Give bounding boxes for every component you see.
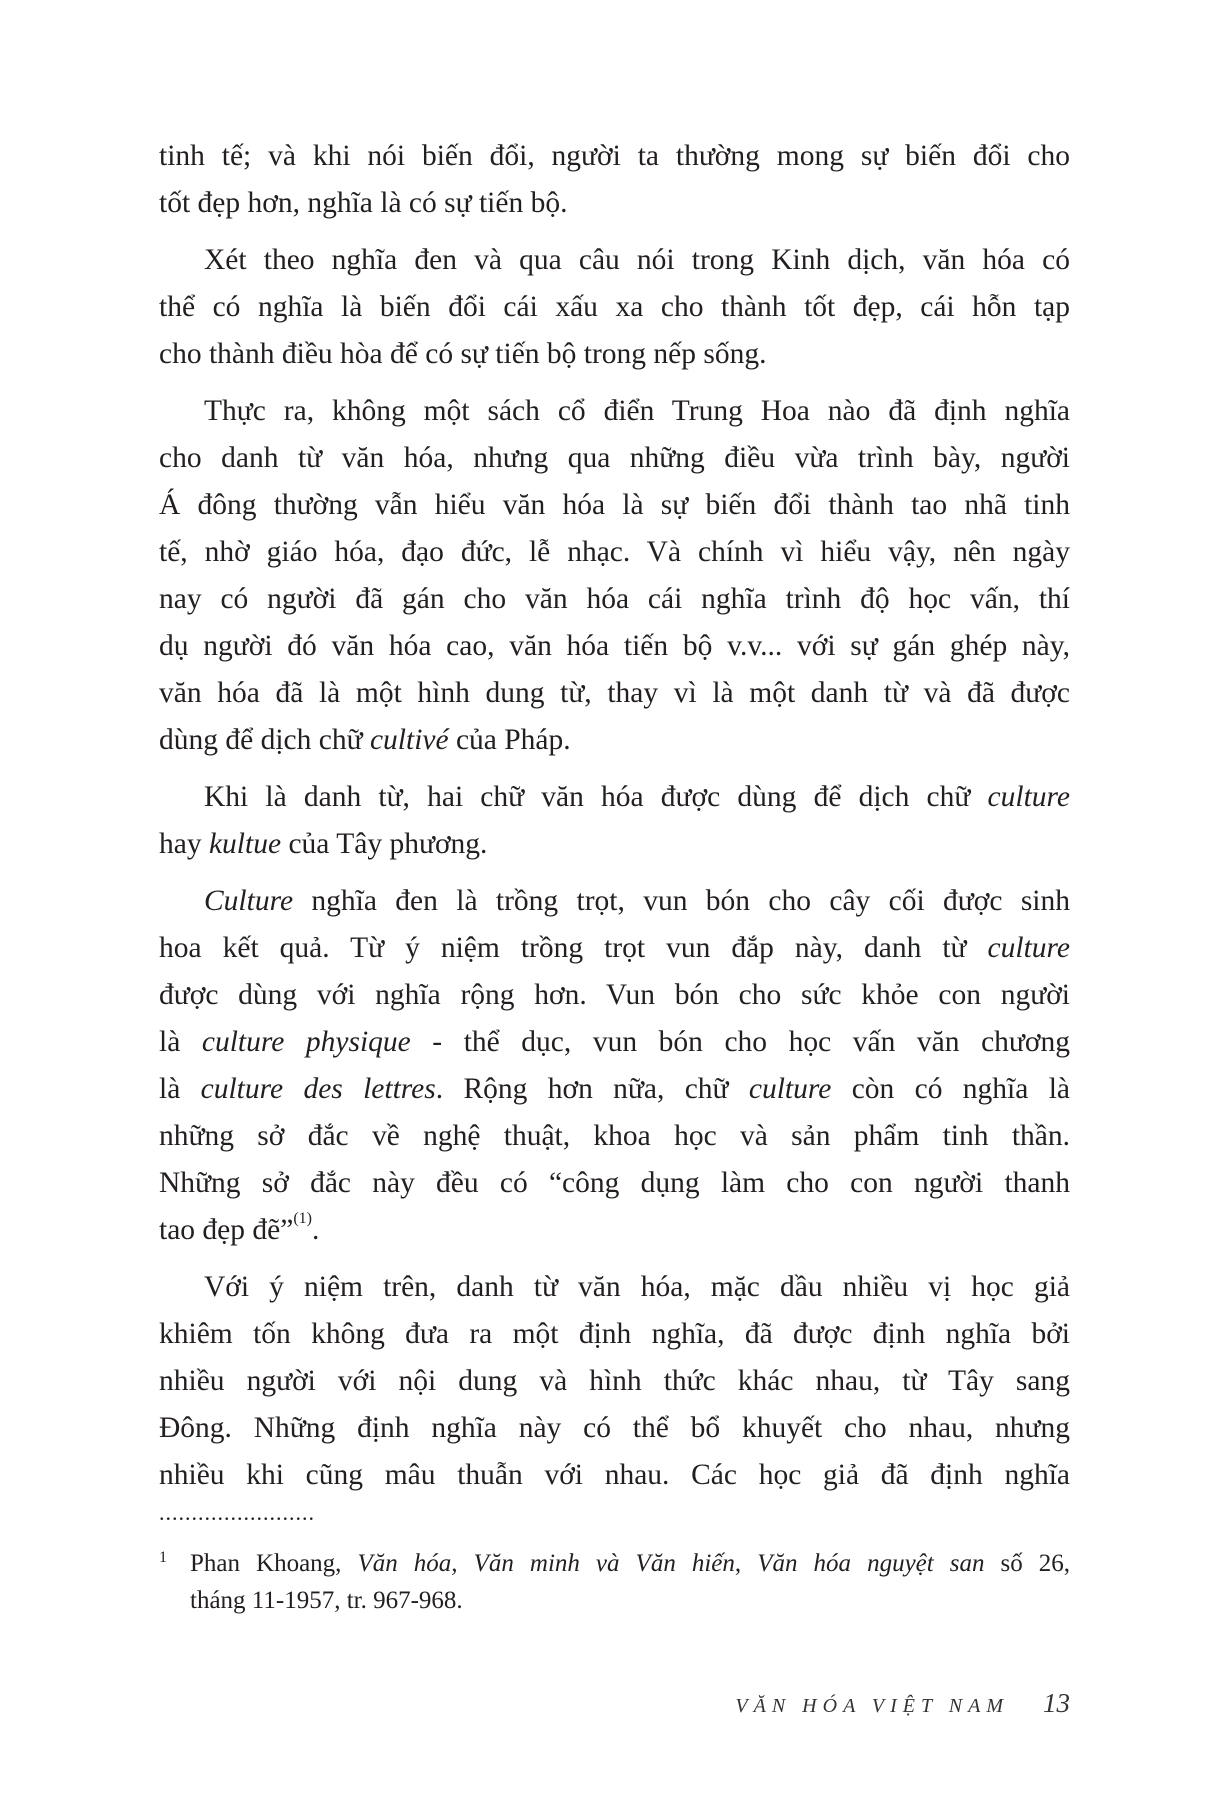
text-line bbox=[159, 237, 1070, 284]
text-run: thể có nghĩa là biến đổi cái xấu xa cho thành tốt đẹp, cái hỗn tạp bbox=[159, 291, 1070, 323]
footnote bbox=[159, 1545, 1070, 1619]
text-run: tinh tế; và khi nói biến đổi, người ta thường mong sự biến đổi cho bbox=[159, 140, 1070, 172]
text-run: Á đông thường vẫn hiểu văn hóa là sự biến đổi thành tao nhã tinh bbox=[159, 489, 1070, 521]
text-line bbox=[159, 284, 1070, 331]
paragraph bbox=[159, 388, 1070, 764]
text-line bbox=[159, 1113, 1070, 1160]
text-run: Thực ra, không một sách cổ điển Trung Hoa nào đã định nghĩa bbox=[204, 395, 1070, 427]
text-line bbox=[190, 1582, 1070, 1619]
text-run: của Tây phương. bbox=[281, 828, 488, 860]
text-line bbox=[159, 576, 1070, 623]
text-run: là bbox=[159, 1073, 201, 1105]
text-line bbox=[159, 1452, 1070, 1499]
paragraph bbox=[159, 1264, 1070, 1499]
paragraph bbox=[159, 133, 1070, 227]
text-line bbox=[159, 925, 1070, 972]
text-line bbox=[159, 388, 1070, 435]
running-footer bbox=[735, 1688, 1070, 1719]
footnote-reference: (1) bbox=[293, 1210, 312, 1227]
italic-text: Culture bbox=[204, 885, 294, 917]
text-run: cho thành điều hòa để có sự tiến bộ trong nếp sống. bbox=[159, 338, 767, 370]
paragraph bbox=[159, 878, 1070, 1254]
text-run: nhiều khi cũng mâu thuẫn với nhau. Các học giả đã định nghĩa bbox=[159, 1459, 1070, 1491]
text-line bbox=[159, 180, 1070, 227]
text-run: , bbox=[734, 1550, 758, 1577]
page-number: 13 bbox=[1043, 1688, 1070, 1718]
text-line bbox=[159, 1264, 1070, 1311]
italic-text: culture physique bbox=[201, 1026, 411, 1058]
paragraph bbox=[159, 237, 1070, 378]
italic-text: kultue bbox=[208, 828, 282, 860]
italic-text: culture bbox=[987, 932, 1070, 964]
text-run: số 26, bbox=[984, 1550, 1071, 1577]
text-run: tao đẹp đẽ” bbox=[159, 1214, 294, 1246]
text-run: Xét theo nghĩa đen và qua câu nói trong Kinh dịch, văn hóa có bbox=[204, 244, 1070, 276]
text-line bbox=[159, 482, 1070, 529]
text-line bbox=[159, 717, 1070, 764]
text-run: nay có người đã gán cho văn hóa cái nghĩa trình độ học vấn, thí bbox=[159, 583, 1070, 615]
text-run: tháng 11-1957, tr. 967-968. bbox=[190, 1587, 463, 1614]
italic-text: culture bbox=[987, 781, 1070, 813]
text-run: - thể dục, vun bón cho học vấn văn chương bbox=[410, 1026, 1070, 1058]
italic-text: culture des lettres bbox=[200, 1073, 436, 1105]
text-line bbox=[159, 1405, 1070, 1452]
text-line bbox=[159, 1311, 1070, 1358]
text-line bbox=[159, 1160, 1070, 1207]
text-line bbox=[159, 821, 1070, 868]
text-line bbox=[159, 623, 1070, 670]
footnote-text bbox=[190, 1545, 1070, 1619]
text-line bbox=[159, 878, 1070, 925]
text-line bbox=[159, 774, 1070, 821]
text-run: tốt đẹp hơn, nghĩa là có sự tiến bộ. bbox=[159, 187, 568, 219]
text-line bbox=[159, 972, 1070, 1019]
body-text bbox=[159, 133, 1070, 1509]
text-line bbox=[159, 1358, 1070, 1405]
text-run: của Pháp. bbox=[448, 724, 571, 756]
footnote-separator: ........................ bbox=[159, 1500, 315, 1525]
text-run: tế, nhờ giáo hóa, đạo đức, lễ nhạc. Và chính vì hiểu vậy, nên ngày bbox=[159, 536, 1070, 568]
text-line bbox=[159, 331, 1070, 378]
italic-text: cultivé bbox=[369, 724, 449, 756]
text-run: . Rộng hơn nữa, chữ bbox=[435, 1073, 749, 1105]
text-run: Phan Khoang, bbox=[190, 1550, 358, 1577]
text-run: dùng để dịch chữ bbox=[159, 724, 370, 756]
text-line bbox=[159, 1019, 1070, 1066]
text-run: những sở đắc về nghệ thuật, khoa học và sản phẩm tinh thần. bbox=[159, 1120, 1070, 1152]
text-run: . bbox=[311, 1214, 320, 1246]
italic-text: Văn hóa, Văn minh và Văn hiến bbox=[357, 1550, 735, 1577]
text-run: còn có nghĩa là bbox=[831, 1073, 1070, 1105]
text-run: hoa kết quả. Từ ý niệm trồng trọt vun đắp này, danh từ bbox=[159, 932, 988, 964]
text-run: Với ý niệm trên, danh từ văn hóa, mặc dầu nhiều vị học giả bbox=[204, 1271, 1070, 1303]
text-run: cho danh từ văn hóa, nhưng qua những điều vừa trình bày, người bbox=[159, 442, 1070, 474]
text-line bbox=[159, 670, 1070, 717]
paragraph bbox=[159, 774, 1070, 868]
text-run: là bbox=[159, 1026, 202, 1058]
text-line bbox=[159, 435, 1070, 482]
text-run: được dùng với nghĩa rộng hơn. Vun bón cho sức khỏe con người bbox=[159, 979, 1070, 1011]
text-run: Khi là danh từ, hai chữ văn hóa được dùng để dịch chữ bbox=[204, 781, 988, 813]
text-run: nhiều người với nội dung và hình thức khác nhau, từ Tây sang bbox=[159, 1365, 1070, 1397]
text-line bbox=[159, 529, 1070, 576]
text-run: văn hóa đã là một hình dung từ, thay vì là một danh từ và đã được bbox=[159, 677, 1070, 709]
text-run: hay bbox=[159, 828, 209, 860]
book-title: VĂN HÓA VIỆT NAM bbox=[735, 1695, 1009, 1717]
footnote-number: 1 bbox=[159, 1549, 167, 1566]
text-run: nghĩa đen là trồng trọt, vun bón cho cây cối được sinh bbox=[293, 885, 1070, 917]
text-run: khiêm tốn không đưa ra một định nghĩa, đã được định nghĩa bởi bbox=[159, 1318, 1070, 1350]
italic-text: culture bbox=[748, 1073, 832, 1105]
text-line bbox=[159, 1207, 1070, 1254]
italic-text: Văn hóa nguyệt san bbox=[757, 1550, 985, 1577]
text-line bbox=[190, 1545, 1070, 1582]
text-line bbox=[159, 133, 1070, 180]
text-run: Những sở đắc này đều có “công dụng làm cho con người thanh bbox=[159, 1167, 1070, 1199]
text-run: Đông. Những định nghĩa này có thể bổ khuyết cho nhau, nhưng bbox=[159, 1412, 1070, 1444]
text-run: dụ người đó văn hóa cao, văn hóa tiến bộ v.v... với sự gán ghép này, bbox=[159, 630, 1070, 662]
text-line bbox=[159, 1066, 1070, 1113]
